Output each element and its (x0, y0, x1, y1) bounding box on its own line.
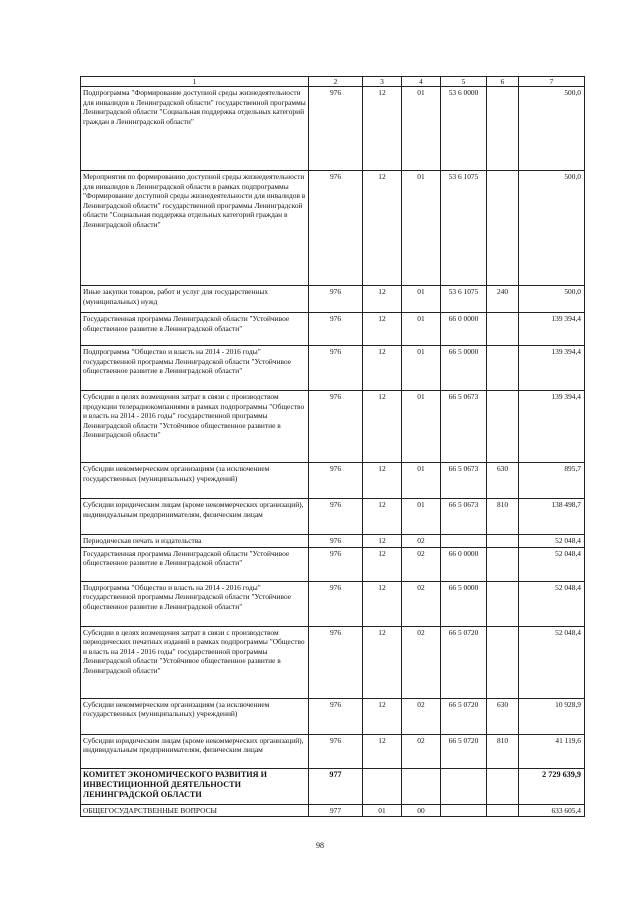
table-row (81, 87, 585, 171)
row-name: Подпрограмма "Общество и власть на 2014 - 2016 годы" государственной программы Ленинградской области "Устойчивое общественное развитие в Ленинградской области" (81, 346, 309, 391)
row-name: Субсидии в целях возмещения затрат в связи с производством периодических печатных изданий в рамках подпрограммы "Общество и власть на 2014 - 2016 годы" государственной программы Ленинградской области "Устойчивое общественное развитие в Ленинградской области" (81, 626, 309, 698)
budget-table (80, 76, 585, 817)
code-admin: 976 (309, 698, 363, 734)
amount: 139 394,4 (519, 346, 585, 391)
code-subsection: 02 (402, 535, 441, 548)
table-row (81, 734, 585, 768)
code-expense-type: 810 (487, 499, 519, 535)
code-expense-type: 630 (487, 698, 519, 734)
amount: 52 048,4 (519, 535, 585, 548)
code-subsection: 02 (402, 626, 441, 698)
amount: 500,0 (519, 87, 585, 171)
code-subsection: 02 (402, 734, 441, 768)
row-name: Подпрограмма "Формирование доступной среды жизнедеятельности для инвалидов в Ленинградской области" государственной программы Ленинградской области "Социальная поддержка отдельных категорий граждан в Ленинградской области" (81, 87, 309, 171)
code-expense-type (487, 547, 519, 581)
table-row (81, 626, 585, 698)
code-expense-type (487, 535, 519, 548)
row-name: ОБЩЕГОСУДАРСТВЕННЫЕ ВОПРОСЫ (81, 804, 309, 817)
code-target: 66 5 0673 (441, 391, 487, 463)
code-target: 66 5 0673 (441, 463, 487, 499)
column-header: 2 (309, 77, 363, 87)
code-subsection: 01 (402, 463, 441, 499)
code-subsection: 01 (402, 286, 441, 313)
code-target: 53 6 0000 (441, 87, 487, 171)
table-body (81, 87, 585, 817)
page-number: 98 (316, 841, 324, 850)
code-admin: 976 (309, 313, 363, 346)
code-expense-type (487, 804, 519, 817)
code-section: 12 (363, 171, 402, 286)
table-row (81, 313, 585, 346)
code-admin: 976 (309, 499, 363, 535)
amount: 500,0 (519, 286, 585, 313)
code-expense-type (487, 87, 519, 171)
code-target (441, 804, 487, 817)
row-name: Иные закупки товаров, работ и услуг для государственных (муниципальных) нужд (81, 286, 309, 313)
code-section: 01 (363, 804, 402, 817)
amount: 52 048,4 (519, 626, 585, 698)
code-subsection: 01 (402, 346, 441, 391)
code-admin: 976 (309, 346, 363, 391)
code-admin: 977 (309, 768, 363, 804)
code-expense-type (487, 171, 519, 286)
table-row (81, 346, 585, 391)
code-admin: 976 (309, 734, 363, 768)
code-section: 12 (363, 463, 402, 499)
code-section: 12 (363, 499, 402, 535)
code-target: 66 5 0673 (441, 499, 487, 535)
code-admin: 976 (309, 87, 363, 171)
code-section: 12 (363, 346, 402, 391)
code-section: 12 (363, 391, 402, 463)
code-admin: 976 (309, 547, 363, 581)
column-header: 4 (402, 77, 441, 87)
code-target: 66 5 0720 (441, 734, 487, 768)
code-expense-type (487, 768, 519, 804)
code-target: 53 6 1075 (441, 171, 487, 286)
table-row (81, 581, 585, 626)
column-header: 6 (487, 77, 519, 87)
code-target (441, 535, 487, 548)
table-row (81, 547, 585, 581)
code-section: 12 (363, 87, 402, 171)
table-row (81, 286, 585, 313)
column-header: 3 (363, 77, 402, 87)
code-section: 12 (363, 547, 402, 581)
amount: 10 928,9 (519, 698, 585, 734)
row-name: Мероприятия по формированию доступной среды жизнедеятельности для инвалидов в Ленинградской области в рамках подпрограммы "Формирование доступной среды жизнедеятельности для инвалидов в Ленинградской области" государственной программы Ленинградской области "Социальная поддержка отдельных категорий граждан в Ленинградской области" (81, 171, 309, 286)
code-section: 12 (363, 313, 402, 346)
code-admin: 976 (309, 171, 363, 286)
column-header: 7 (519, 77, 585, 87)
amount: 500,0 (519, 171, 585, 286)
table-row (81, 804, 585, 817)
code-section: 12 (363, 581, 402, 626)
code-section: 12 (363, 698, 402, 734)
code-target: 66 5 0720 (441, 698, 487, 734)
code-target: 66 5 0000 (441, 346, 487, 391)
code-section: 12 (363, 626, 402, 698)
row-name: Государственная программа Ленинградской области "Устойчивое общественное развитие в Ленинградской области" (81, 547, 309, 581)
code-expense-type (487, 346, 519, 391)
code-subsection: 00 (402, 804, 441, 817)
code-subsection: 01 (402, 391, 441, 463)
table-row (81, 391, 585, 463)
table-row (81, 535, 585, 548)
code-subsection: 02 (402, 698, 441, 734)
table-row (81, 768, 585, 804)
code-subsection (402, 768, 441, 804)
code-subsection: 02 (402, 547, 441, 581)
code-expense-type (487, 391, 519, 463)
amount: 895,7 (519, 463, 585, 499)
table-row (81, 171, 585, 286)
code-section: 12 (363, 286, 402, 313)
code-subsection: 01 (402, 313, 441, 346)
code-expense-type (487, 313, 519, 346)
code-section (363, 768, 402, 804)
amount: 139 394,4 (519, 313, 585, 346)
table-row (81, 499, 585, 535)
code-expense-type: 240 (487, 286, 519, 313)
code-target (441, 768, 487, 804)
code-admin: 976 (309, 535, 363, 548)
code-expense-type: 630 (487, 463, 519, 499)
code-subsection: 01 (402, 87, 441, 171)
code-admin: 977 (309, 804, 363, 817)
code-admin: 976 (309, 463, 363, 499)
code-admin: 976 (309, 626, 363, 698)
row-name: Государственная программа Ленинградской области "Устойчивое общественное развитие в Ленинградской области" (81, 313, 309, 346)
code-subsection: 01 (402, 171, 441, 286)
code-target: 66 0 0000 (441, 547, 487, 581)
row-name: Периодическая печать и издательства (81, 535, 309, 548)
code-target: 53 6 1075 (441, 286, 487, 313)
table-row (81, 463, 585, 499)
code-subsection: 02 (402, 581, 441, 626)
code-admin: 976 (309, 391, 363, 463)
row-name: Субсидии юридическим лицам (кроме некоммерческих организаций), индивидуальным предпринимателям, физическим лицам (81, 499, 309, 535)
code-expense-type (487, 626, 519, 698)
code-target: 66 5 0720 (441, 626, 487, 698)
row-name: Субсидии некоммерческим организациям (за исключением государственных (муниципальных) учреждений) (81, 463, 309, 499)
row-name: КОМИТЕТ ЭКОНОМИЧЕСКОГО РАЗВИТИЯ И ИНВЕСТИЦИОННОЙ ДЕЯТЕЛЬНОСТИ ЛЕНИНГРАДСКОЙ ОБЛАСТИ (81, 768, 309, 804)
code-section: 12 (363, 734, 402, 768)
amount: 41 119,6 (519, 734, 585, 768)
amount: 139 394,4 (519, 391, 585, 463)
code-admin: 976 (309, 581, 363, 626)
column-header: 5 (441, 77, 487, 87)
row-name: Субсидии некоммерческим организациям (за исключением государственных (муниципальных) учреждений) (81, 698, 309, 734)
column-header: 1 (81, 77, 309, 87)
amount: 52 048,4 (519, 581, 585, 626)
code-admin: 976 (309, 286, 363, 313)
code-expense-type (487, 581, 519, 626)
row-name: Субсидии юридическим лицам (кроме некоммерческих организаций), индивидуальным предпринимателям, физическим лицам (81, 734, 309, 768)
amount: 633 605,4 (519, 804, 585, 817)
row-name: Субсидии в целях возмещения затрат в связи с производством продукции телерадиокомпаниями в рамках подпрограммы "Общество и власть на 2014 - 2016 годы" государственной программы Ленинградской области "Устойчивое общественное развитие в Ленинградской области" (81, 391, 309, 463)
row-name: Подпрограмма "Общество и власть на 2014 - 2016 годы" государственной программы Ленинградской области "Устойчивое общественное развитие в Ленинградской области" (81, 581, 309, 626)
code-expense-type: 810 (487, 734, 519, 768)
table-row (81, 698, 585, 734)
table-header-row (81, 77, 585, 87)
amount: 52 048,4 (519, 547, 585, 581)
amount: 138 498,7 (519, 499, 585, 535)
code-target: 66 5 0000 (441, 581, 487, 626)
code-target: 66 0 0000 (441, 313, 487, 346)
amount: 2 729 639,9 (519, 768, 585, 804)
code-subsection: 01 (402, 499, 441, 535)
code-section: 12 (363, 535, 402, 548)
